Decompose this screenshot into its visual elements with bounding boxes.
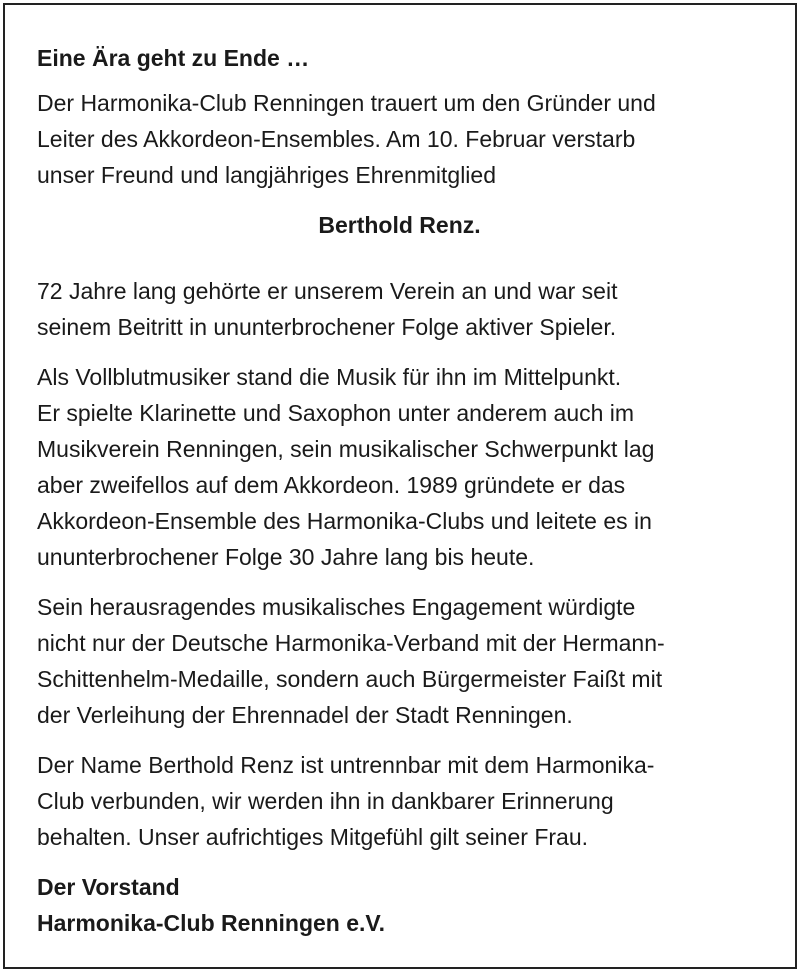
signature: Der Vorstand Harmonika-Club Renningen e.V.: [37, 874, 386, 936]
notice-heading: Eine Ära geht zu Ende …: [37, 45, 310, 71]
deceased-name: Berthold Renz.: [318, 212, 481, 238]
paragraph-membership: 72 Jahre lang gehörte er unserem Verein an und war seit seinem Beitritt in ununterbrochener Folge aktiver Spieler.: [37, 278, 618, 340]
paragraph-condolence: Der Name Berthold Renz ist untrennbar mit dem Harmonika- Club verbunden, wir werden ihn in dankbarer Erinnerung behalten. Unser aufrichtiges Mitgefühl gilt seiner Frau.: [37, 752, 655, 850]
paragraph-musician: Als Vollblutmusiker stand die Musik für ihn im Mittelpunkt. Er spielte Klarinette und Saxophon unter anderem auch im Musikverein Renningen, sein musikalischer Schwerpunkt lag aber zweifellos auf dem Akkordeon. 1989 gründete er das Akkordeon-Ensemble des Harmonika-Clubs und leitete es in ununterbrochener Folge 30 Jahre lang bis heute.: [37, 364, 655, 570]
intro-paragraph: Der Harmonika-Club Renningen trauert um den Gründer und Leiter des Akkordeon-Ensembles. Am 10. Februar verstarb unser Freund und langjähriges Ehrenmitglied: [37, 90, 656, 188]
obituary-notice: [37, 40, 762, 941]
paragraph-honors: Sein herausragendes musikalisches Engagement würdigte nicht nur der Deutsche Harmonika-Verband mit der Hermann- Schittenhelm-Medaille, sondern auch Bürgermeister Faißt mit der Verleihung der Ehrennadel der Stadt Renningen.: [37, 594, 665, 728]
